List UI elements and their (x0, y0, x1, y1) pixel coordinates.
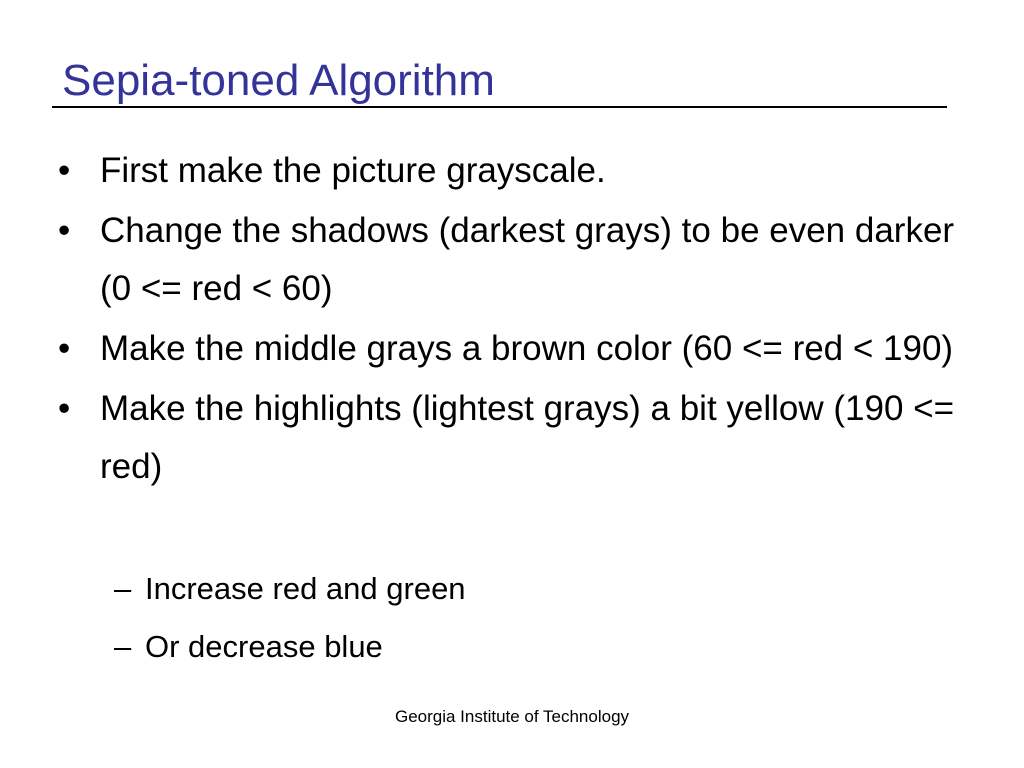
bullet-text: First make the picture grayscale. (100, 151, 606, 190)
sub-bullet-text: Or decrease blue (145, 629, 383, 664)
sub-bullet-marker: – (114, 571, 132, 606)
bullet-text: Change the shadows (darkest grays) to be even darker (0 <= red < 60) (100, 211, 955, 308)
sub-bullet-marker: – (114, 629, 132, 664)
bullet-list (0, 142, 1024, 496)
bullet-item (0, 380, 970, 496)
slide-footer: Georgia Institute of Technology (394, 707, 630, 726)
sub-bullet-item (0, 560, 1024, 618)
sub-bullet-item (0, 618, 1024, 676)
bullet-marker: • (58, 151, 71, 190)
sub-bullet-text: Increase red and green (145, 571, 466, 606)
bullet-item (0, 142, 970, 200)
title-underline (52, 106, 947, 108)
bullet-item (0, 320, 970, 378)
bullet-text: Make the middle grays a brown color (60 <= red < 190) (100, 329, 954, 368)
bullet-item (0, 202, 970, 318)
bullet-text: Make the highlights (lightest grays) a bit yellow (190 <= red) (100, 389, 955, 486)
sub-bullet-list (0, 560, 1024, 676)
slide-title: Sepia-toned Algorithm (62, 56, 495, 105)
bullet-marker: • (58, 211, 71, 250)
bullet-marker: • (58, 329, 71, 368)
bullet-marker: • (58, 389, 71, 428)
